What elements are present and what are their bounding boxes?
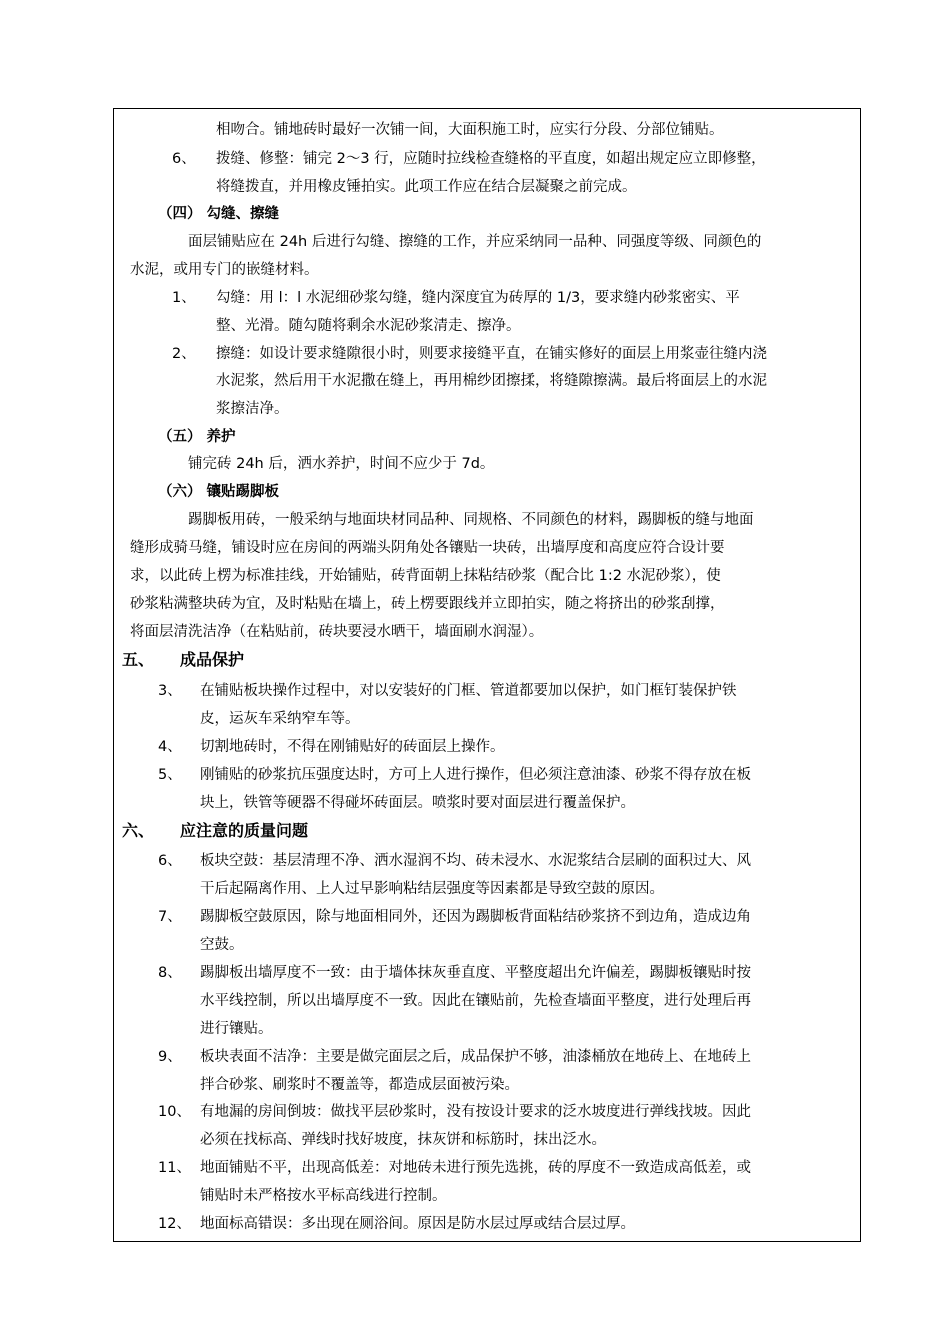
text-line: 踢脚板用砖，一般采纳与地面块材同品种、同规格、不同颜色的材料，踢脚板的缝与地面: [188, 512, 754, 528]
text-line: 板块空鼓：基层清理不净、洒水湿润不均、砖未浸水、水泥浆结合层刷的面积过大、风: [200, 853, 751, 869]
text-line: 在铺贴板块操作过程中，对以安装好的门框、管道都要加以保护，如门框钉装保护铁: [200, 683, 737, 699]
item-number: 3、: [158, 683, 182, 699]
text-line: 勾缝：用 l：l 水泥细砂浆勾缝，缝内深度宜为砖厚的 1/3，要求缝内砂浆密实、平: [216, 290, 740, 306]
text-line: 干后起隔离作用、上人过早影响粘结层强度等因素都是导致空鼓的原因。: [200, 881, 664, 897]
item-number: 7、: [158, 909, 182, 925]
text-line: 将面层清洗洁净（在粘贴前，砖块要浸水晒干，墙面刷水润湿）。: [130, 624, 544, 640]
text-line: 有地漏的房间倒坡：做找平层砂浆时，没有按设计要求的泛水坡度进行弹线找坡。因此: [200, 1104, 751, 1120]
item-number: 1、: [172, 290, 196, 306]
text-line: 板块表面不洁净：主要是做完面层之后，成品保护不够，油漆桶放在地砖上、在地砖上: [200, 1049, 751, 1065]
text-line: 踢脚板空鼓原因，除与地面相同外，还因为踢脚板背面粘结砂浆挤不到边角，造成边角: [200, 909, 751, 925]
subsection-heading: （六） 镶贴踢脚板: [158, 484, 280, 500]
item-number: 6、: [172, 151, 196, 167]
text-line: 空鼓。: [200, 937, 244, 953]
text-line: 刚铺贴的砂浆抗压强度达时，方可上人进行操作，但必须注意油漆、砂浆不得存放在板: [200, 767, 751, 783]
text-line: 皮，运灰车采纳窄车等。: [200, 711, 360, 727]
text-line: 拨缝、修整：铺完 2～3 行，应随时拉线检查缝格的平直度，如超出规定应立即修整，: [216, 151, 766, 167]
subsection-heading: （五） 养护: [158, 429, 236, 445]
text-line: 砂浆粘满整块砖为宜，及时粘贴在墙上，砖上楞要跟线并立即拍实，随之将挤出的砂浆刮撑，: [130, 596, 725, 612]
text-line: 块上，铁管等硬器不得碰坏砖面层。喷浆时要对面层进行覆盖保护。: [200, 795, 635, 811]
subsection-heading: （四） 勾缝、擦缝: [158, 206, 280, 222]
text-line: 将缝拨直，并用橡皮锤拍实。此项工作应在结合层凝聚之前完成。: [216, 179, 637, 195]
item-number: 12、: [158, 1216, 191, 1232]
section-heading: 应注意的质量问题: [180, 821, 309, 840]
text-line: 整、光滑。随勾随将剩余水泥砂浆清走、擦净。: [216, 318, 521, 334]
text-line: 求，以此砖上楞为标准挂线，开始铺贴，砖背面朝上抹粘结砂浆（配合比 1:2 水泥砂浆），使: [130, 568, 721, 584]
text-line: 进行镶贴。: [200, 1021, 273, 1037]
text-line: 缝形成骑马缝，铺设时应在房间的两端头阴角处各镶贴一块砖，出墙厚度和高度应符合设计要: [130, 540, 725, 556]
text-line: 水平线控制，所以出墙厚度不一致。因此在镶贴前，先检查墙面平整度，进行处理后再: [200, 993, 751, 1009]
section-number: 五、: [122, 650, 155, 669]
text-line: 擦缝：如设计要求缝隙很小时，则要求接缝平直，在铺实修好的面层上用浆壶往缝内浇: [216, 346, 767, 362]
item-number: 8、: [158, 965, 182, 981]
text-line: 必须在找标高、弹线时找好坡度，抹灰饼和标筋时，抹出泛水。: [200, 1132, 606, 1148]
text-line: 铺完砖 24h 后，洒水养护，时间不应少于 7d。: [188, 456, 495, 472]
text-line: 浆擦洁净。: [216, 401, 289, 417]
text-line: 铺贴时未严格按水平标高线进行控制。: [200, 1188, 447, 1204]
text-line: 地面标高错误：多出现在厕浴间。原因是防水层过厚或结合层过厚。: [200, 1216, 635, 1232]
text-line: 切割地砖时，不得在刚铺贴好的砖面层上操作。: [200, 739, 505, 755]
item-number: 10、: [158, 1104, 191, 1120]
text-line: 水泥浆，然后用干水泥撒在缝上，再用棉纱团擦揉，将缝隙擦满。最后将面层上的水泥: [216, 373, 767, 389]
text-line: 面层铺贴应在 24h 后进行勾缝、擦缝的工作，并应采纳同一品种、同强度等级、同颜色的: [188, 234, 762, 250]
item-number: 11、: [158, 1160, 191, 1176]
item-number: 5、: [158, 767, 182, 783]
item-number: 2、: [172, 346, 196, 362]
text-line: 相吻合。铺地砖时最好一次铺一间，大面积施工时，应实行分段、分部位铺贴。: [216, 122, 724, 138]
item-number: 4、: [158, 739, 182, 755]
text-line: 水泥，或用专门的嵌缝材料。: [130, 262, 319, 278]
text-line: 踢脚板出墙厚度不一致：由于墙体抹灰垂直度、平整度超出允许偏差，踢脚板镶贴时按: [200, 965, 751, 981]
section-heading: 成品保护: [180, 650, 245, 669]
text-line: 拌合砂浆、刷浆时不覆盖等，都造成层面被污染。: [200, 1077, 519, 1093]
item-number: 9、: [158, 1049, 182, 1065]
item-number: 6、: [158, 853, 182, 869]
section-number: 六、: [122, 821, 155, 840]
text-line: 地面铺贴不平，出现高低差：对地砖未进行预先选挑，砖的厚度不一致造成高低差，或: [200, 1160, 751, 1176]
